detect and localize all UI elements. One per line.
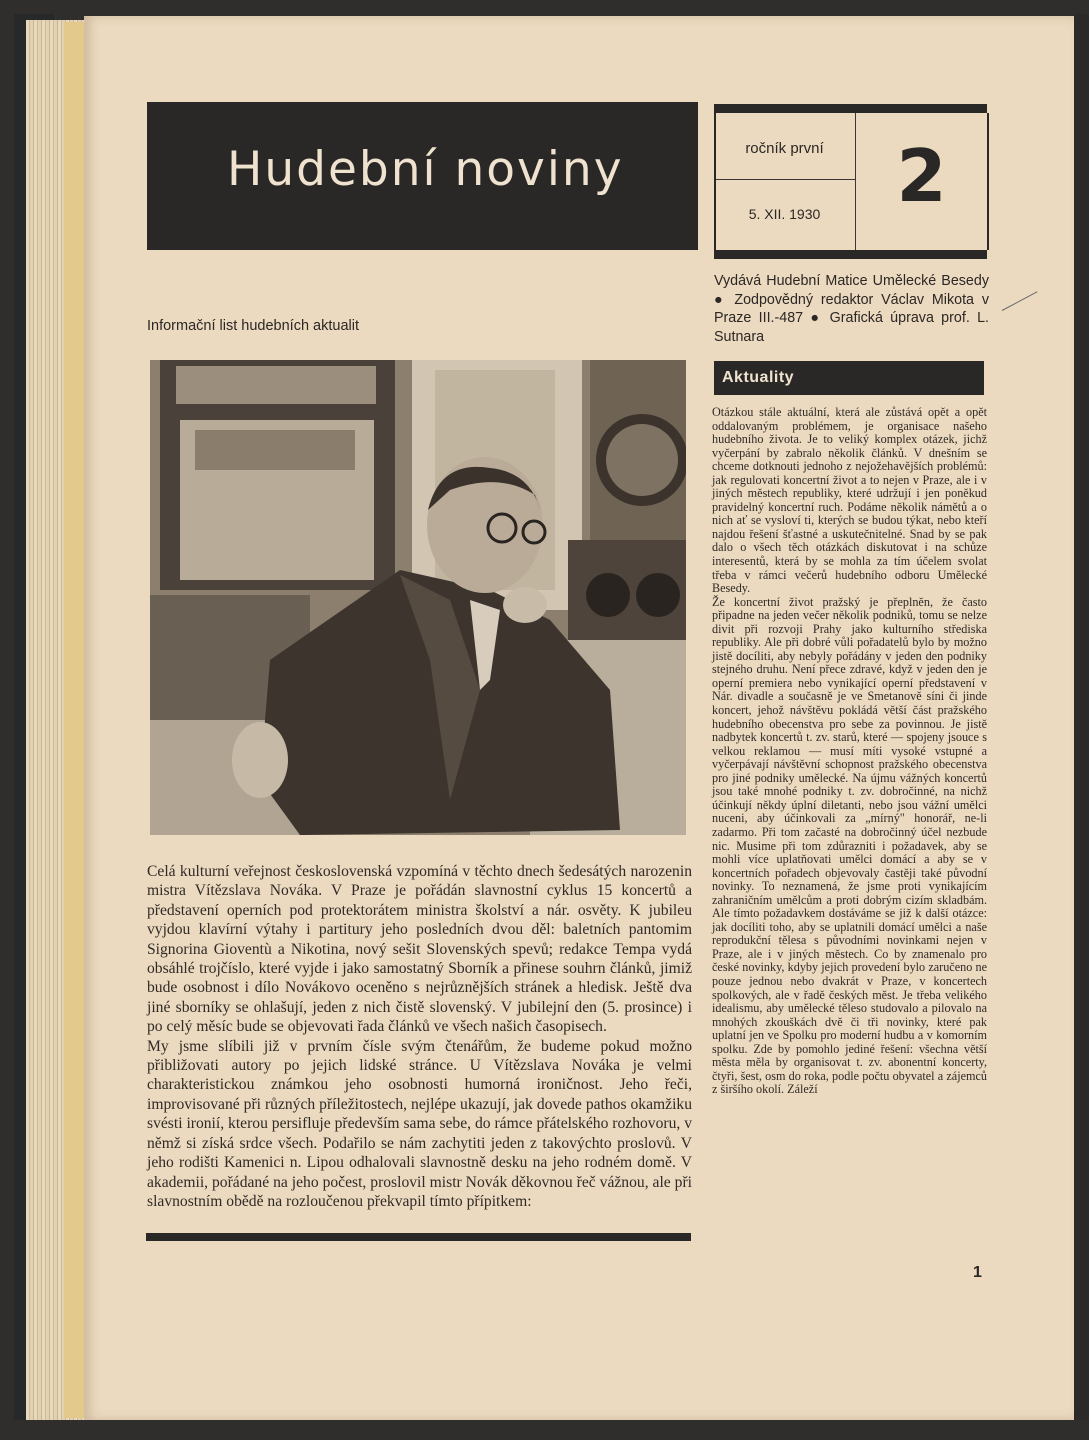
- page-number: 1: [973, 1264, 982, 1281]
- aktuality-paragraph: Že koncertní život pražský je přeplněn, že často připadne na jeden večer několik podniků, tomu se nelze divit při rozvoji Prahy jako kulturního střediska republiky. Ale při dobré vůli pořadatelů bylo by možno jistě docíliti, aby nebyly pořádány v jeden den podniky stejného druhu. Není přece zdravé, když v jeden den je operní premiera nebo vynikající operní představení v Nár. divadle a současně je ve Smetanově síni či jinde koncert, jehož návštěvu pokládá větší část pražského hudebního obecenstva pro sebe za povinnou. Je jistě nadbytek koncertů t. zv. starů, které — spojeny jsouce s velkou reklamou — musí míti vysoké vstupné a vyčerpávají návštěvní schopnost pražského obecenstva pro jiné podniky umělecké. Na újmu vážných koncertů jsou také mnohé podniky t. zv. dobročinné, na nichž účinkují někdy úplní diletanti, nebo jsou vážní umělci nuceni, aby účinkovali za „mírný" honorář, ne-li zadarmo. Při tom začasté na dobročinný účel nezbude nic. Musime při tom zdůrazniti i požadavek, aby se mohli více uplatňovati umělci domácí a aby se v koncertních pořadech objevovaly častěji také původní novinky. To neznamená, že jsme proti vynikajícím zahraničním umělcům a proti dobrým cizím skladbám. Ale tímto požadavkem dostáváme se již k další otázce: jak docíliti toho, aby se uplatnili domácí umělci a naše reprodukční tělesa s původními novinkami nejen v Praze, ale i v jiných městech. Co by znamenalo pro české novinky, kdyby jejich provedení bylo zaručeno ne pouze jednou nebo dvakrát v Praze, v koncertech spolkových, ale v řadě českých měst. Je třeba velikého idealismu, aby umělecké těleso studovalo a pilovalo na mnohých zkouškách dvě či tři novinky, které pak uplatní jen ve Spolku pro moderní hudbu a v komorním spolku. Zde by pomohlo jediné řešení: všechna větší města měla by organisovat t. zv. abonentní koncerty, čtyři, šest, osm do roka, podle počtu obyvatel a zájemců z širšího okolí. Záleží: [712, 594, 987, 1097]
- portrait-photo: [150, 360, 686, 835]
- volume-label: ročník první: [745, 140, 824, 157]
- publisher-info: Vydává Hudební Matice Umělecké Besedy ● Zodpovědný redaktor Václav Mikota v Praze III.-487 ● Grafická úprava prof. L. Sutnara: [714, 273, 989, 345]
- spine-strip: [64, 22, 84, 1418]
- article-paragraph: My jsme slíbili již v prvním čísle svým čtenářům, že budeme pokud možno přibližovati autory po jejich lidské stránce. U Vítězslava Nováka je velmi charakteristickou známkou jeho osobnosti humorná ironičnost. Jeho řeči, improvisované při různých příležitostech, nejlépe ukazují, jak dovede pathos okamžiku svésti ironií, kterou persifluje především sama sebe, do rámce přátelského rozhovoru, v němž si získá srdce všech. Podařilo se nám zachytiti jeden z takovýchto proslovů. V jeho rodišti Kamenici n. Lipou odhalovali slavnostně desku na jeho rodném domě. V akademii, pořádané na jeho počest, proslovil mistr Novák děkovnou řeč vážnou, ale při slavnostním obědě na rozloučenou překvapil tímto přípitkem:: [147, 1037, 692, 1210]
- issue-info-box: [714, 104, 987, 256]
- masthead: [147, 102, 698, 250]
- aktuality-heading-bar: [714, 361, 984, 395]
- aktuality-paragraph: Otázkou stále aktuální, která ale zůstává opět a opět oddalovaným problémem, je organisace našeho hudebního života. Je to veliký komplex otázek, jichž vyčerpání by zabralo několik článků. V dnešním se chceme dotknouti jednoho z nejožehavějších problémů: jak regulovati koncertní život a to nejen v Praze, ale i v jiných městech republiky, které udržují i jen poněkud pravidelný koncertní ruch. Podáme několik námětů a o nich ať se vysloví ti, kterých se budou týkat, nebo kteří najdou řešení šťastné a uskutečnitelné. Snad by se pak dalo o všech těch otázkách diskutovat i na schůze interesentů, která by se mohla za tím účelem svolat třeba v rámci večerů hudebního odboru Umělecké Besedy.: [712, 405, 987, 596]
- aktuality-column: [712, 406, 987, 1097]
- article-paragraph: Celá kulturní veřejnost československá vzpomíná v těchto dnech šedesátých narozenin mistra Vítězslava Nováka. V Praze je pořádán slavnostní cyklus 15 koncertů a představení operních pod protektorátem ministra školství a nár. osvěty. K jubileu vyjdou klavírní výtahy i partitury jeho posledních dvou děl: baletních pantomim Signorina Gioventù a Nikotina, nový sešit Slovenských spevů; redakce Tempa vydá obsáhlé trojčíslo, které vyjde i jako samostatný Sborník a přinese souhrn článků, jimiž bude osobnost i dílo Novákovo oceněno s nejrůznějších stránek a hledisk. Ještě dva jiné sborníky se ohlašují, jeden z nich čistě slovenský. V jubilejní den (5. prosince) i po celý měsíc bude se objevovati řada článků ve všech našich časopisech.: [147, 863, 692, 1036]
- portrait-photo-image: [150, 360, 686, 835]
- issue-date: 5. XII. 1930: [748, 206, 821, 222]
- bottom-rule: [146, 1233, 691, 1241]
- main-article: [147, 862, 692, 1211]
- page-subtitle: Informační list hudebních aktualit: [147, 318, 359, 334]
- book-cover-edge: [1074, 14, 1089, 1420]
- masthead-title: Hudební noviny: [227, 142, 624, 197]
- issue-number: 2: [896, 134, 947, 218]
- aktuality-heading: Aktuality: [722, 369, 795, 386]
